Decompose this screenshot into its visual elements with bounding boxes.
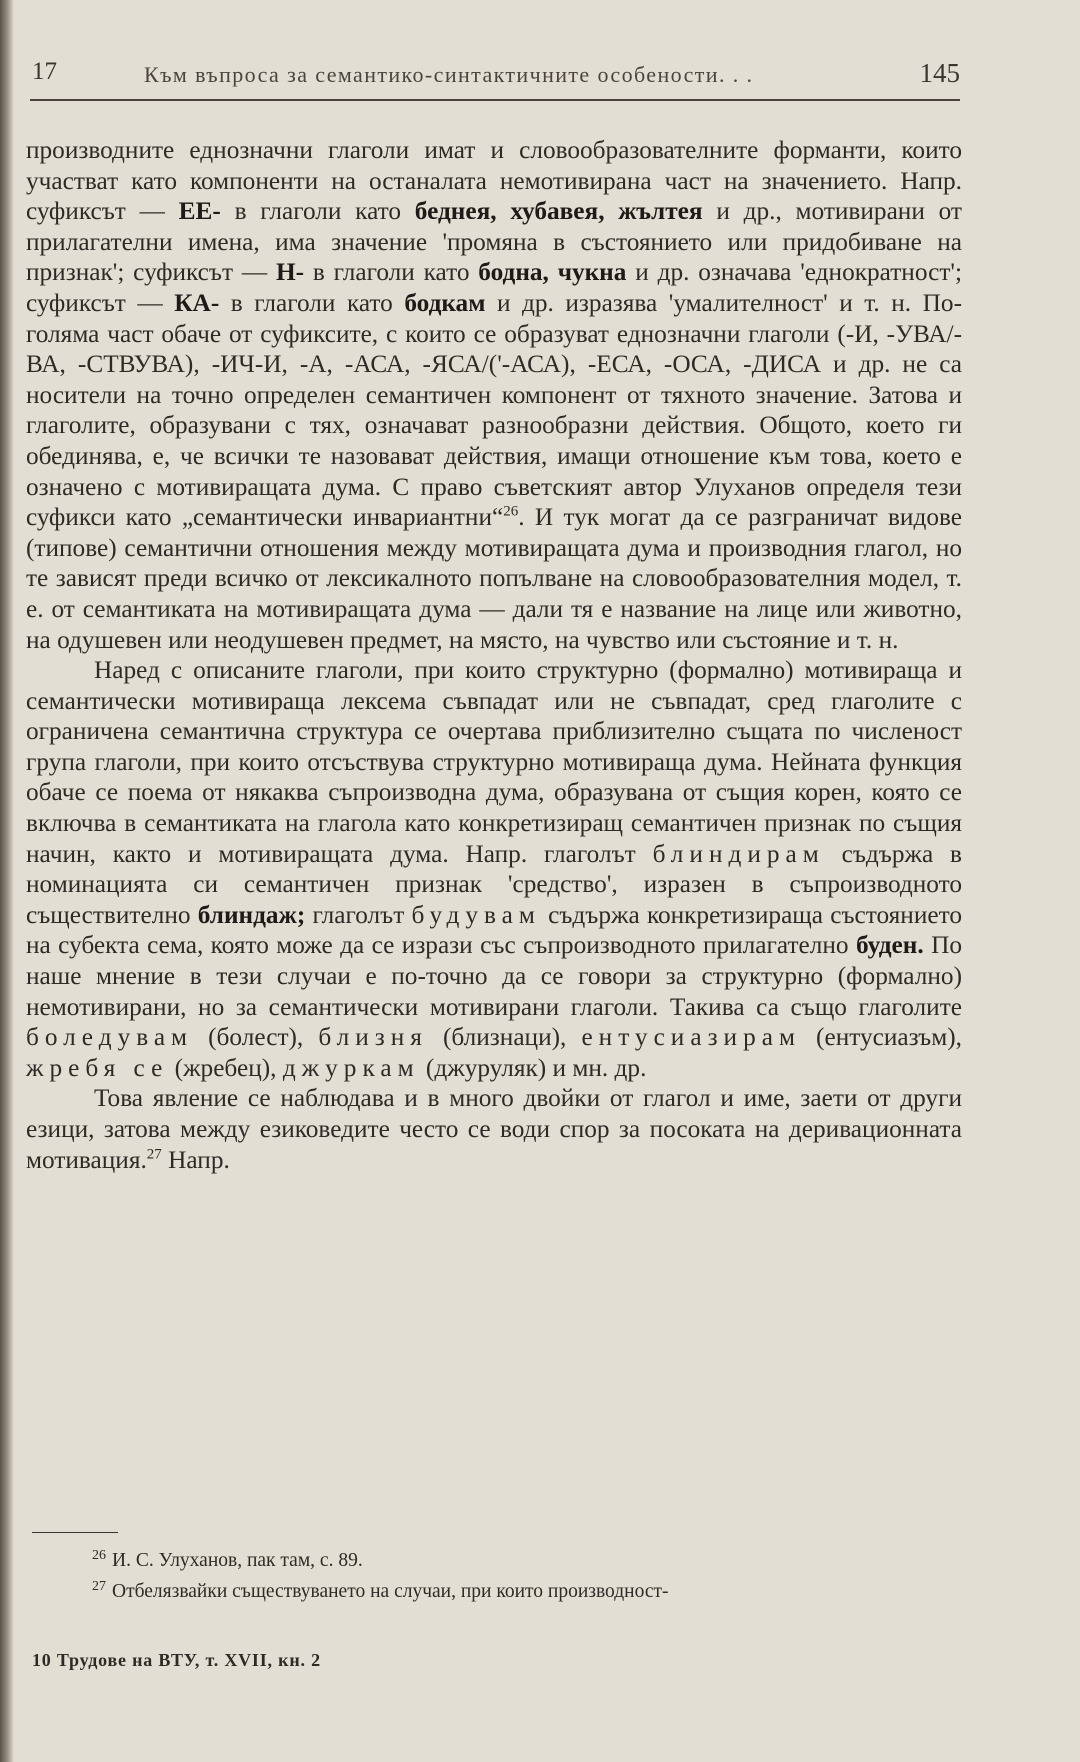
page-number: 145 [919,58,960,88]
running-title: Към въпроса за семантико-синтактичните особености. . . [144,62,754,87]
text-run: в глаголи като [219,288,405,317]
running-head [32,58,960,94]
body-paragraph [26,655,962,1083]
bold-term: Н- [275,258,305,287]
text-run: глаголът [305,900,412,929]
text-run: и др., мотивирани от прилагателни имена, има значение 'промяна в състоянието или придобиване на признак'; суфиксът — [26,197,962,287]
text-run: и др. изразява 'умалителност' и т. н. По-голяма част обаче от суфиксите, с които се образуват еднозначни глаголи (-И, -УВА/-ВА, -СТВУВА), -ИЧ-И, -А, -АСА, -ЯСА/('-АСА), -ЕСА, -ОСА, -ДИСА и др. не са носители на точно определен семантичен компонент от тяхното значение. Затова и глаголите, образувани с тях, означават разнообразни действия. Общото, което ги обединява, е, че всички те назовават действия, имащи отношение към това, което е означено с мотивиращата дума. С право съветският автор Улуханов определя тези суфикси като „семантически инвариантни“ [26,288,962,532]
spaced-example: близня [318,1023,428,1052]
text-run: (болест), [193,1023,319,1052]
bold-term: бодкам [404,288,486,317]
issue-number: 17 [32,58,57,85]
footnote-26 [32,1545,960,1576]
text-run: (близнаци), [427,1023,582,1052]
spaced-example: ентусиазирам [581,1023,801,1052]
text-run: в глаголи като [304,258,479,287]
header-rule [30,99,960,101]
footnote-mark: 27 [92,1578,106,1594]
footnote-mark: 26 [92,1547,106,1563]
text-run: (джуруляк) и мн. др. [419,1053,647,1082]
text-run: (ентусиазъм), [800,1023,962,1052]
text-run: съдържа в номинацията си семантичен признак 'средство', изразен в съпроизводното съществително [26,839,962,929]
spaced-example: блиндирам [652,839,825,868]
footnote-ref: 26 [503,503,519,520]
body-text [26,135,962,1175]
bold-term: ЕЕ- [178,197,221,226]
text-run: производните еднозначни глаголи имат и словообразователните форманти, които участват като компоненти на останалата немотивирана част на значението. Напр. суфиксът — [26,136,962,226]
text-run: в глаголи като [220,197,415,226]
bold-term: бодна, чукна [478,258,627,287]
footnote-text: И. С. Улуханов, пак там, с. 89. [112,1550,363,1571]
text-run: (жребец), [168,1053,283,1082]
bold-term: блиндаж; [197,900,306,929]
binding-edge [0,0,14,1762]
spaced-example: жребя се [26,1053,169,1082]
footnote-ref: 27 [146,1146,162,1163]
text-run: съдържа конкретизираща състоянието на субекта сема, която може да се изрази със съпроизводното прилагателно [26,900,962,960]
spaced-example: боледувам [26,1023,194,1052]
spaced-example: будувам [411,900,541,929]
bold-term: буден. [856,931,924,960]
bold-term: КА- [174,288,220,317]
text-run: и др. означава 'еднократност'; суфиксът — [26,258,962,317]
text-run: . И тук могат да се разграничат видове (типове) семантични отношения между мотивиращата дума и производния глагол, но те зависят преди всичко от лексикалното попълване на словообразователния модел, т. е. от семантиката на мотивиращата дума — дали тя е название на лице или животно, на одушевен или неодушевен предмет, на място, на чувство или състояние и т. н. [26,503,963,654]
text-run: Напр. [161,1145,230,1174]
footnote-rule [32,1532,118,1533]
text-run: Това явление се наблюдава и в много двойки от глагол и име, заети от други езици, затова между езиковедите често се води спор за посоката на деривационната мотивация. [26,1084,962,1174]
footnotes [32,1545,960,1607]
footnote-text: Отбелязвайки съществуването на случаи, при които производност- [112,1581,669,1602]
text-run: По наше мнение в тези случаи е по-точно да се говори за структурно (формално) немотивирани, но за семантически мотивирани глаголи. Такива са също глаголите [26,931,963,1021]
printer-signature: 10 Трудове на ВТУ, т. XVII, кн. 2 [32,1650,321,1670]
text-run: Наред с описаните глаголи, при които структурно (формално) мотивираща и семантически мотивираща лексема съвпадат или не съвпадат, сред глаголите с ограничена семантична структура се очертава приблизително същата по численост група глаголи, при които отсъствува структурно мотивираща дума. Нейната функция обаче се поема от някаква съпроизводна дума, образувана от същия корен, която се включва в семантиката на глагола като конкретизиращ семантичен признак по същия начин, както и мотивиращата дума. Напр. глаголът [26,656,962,868]
bold-term: беднея, хубавея, жълтея [414,197,703,226]
spaced-example: джуркам [282,1053,420,1082]
body-paragraph [26,1083,962,1175]
footnote-27 [32,1576,960,1607]
body-paragraph [26,135,962,655]
